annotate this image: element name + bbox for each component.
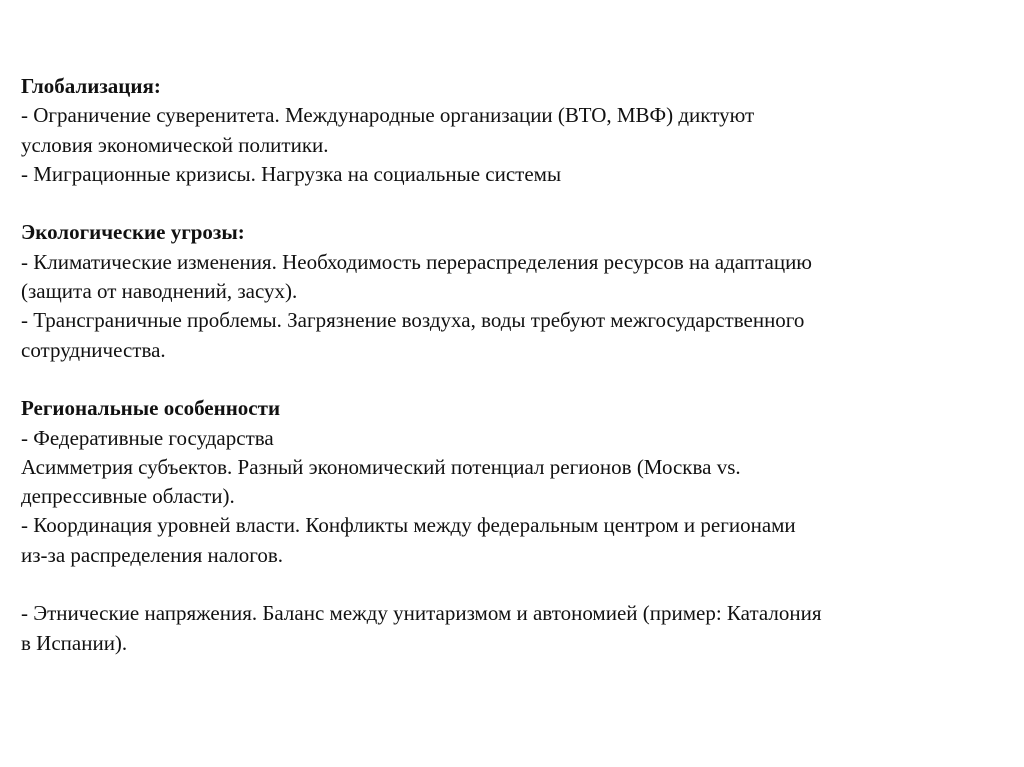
text-line: - Климатические изменения. Необходимость перераспределения ресурсов на адаптацию	[21, 249, 812, 274]
text-line: сотрудничества.	[21, 337, 166, 362]
text-line: - Координация уровней власти. Конфликты между федеральным центром и регионами	[21, 513, 796, 538]
text-line: из-за распределения налогов.	[21, 542, 283, 567]
section-ecological-threats	[21, 218, 1011, 364]
text-line: условия экономической политики.	[21, 132, 329, 157]
section-heading: Глобализация:	[21, 74, 161, 98]
section-heading: Региональные особенности	[21, 396, 281, 421]
blank-line	[21, 570, 1011, 599]
text-line: депрессивные области).	[21, 484, 235, 509]
text-line: (защита от наводнений, засух).	[21, 279, 298, 304]
text-line: - Этнические напряжения. Баланс между унитаризмом и автономией (пример: Каталония	[21, 601, 822, 626]
text-line: - Ограничение суверенитета. Международные организации (ВТО, МВФ) диктуют	[21, 103, 755, 128]
section-globalization	[21, 72, 1011, 189]
text-line: - Трансграничные проблемы. Загрязнение воздуха, воды требуют межгосударственного	[21, 308, 805, 333]
text-line: - Федеративные государства	[21, 425, 274, 450]
section-heading: Экологические угрозы:	[21, 220, 245, 245]
text-line: - Миграционные кризисы. Нагрузка на социальные системы	[21, 161, 562, 186]
slide-content	[21, 72, 1011, 658]
text-line: в Испании).	[21, 630, 128, 655]
section-regional-features	[21, 394, 1011, 658]
text-line: Асимметрия субъектов. Разный экономический потенциал регионов (Москва vs.	[21, 454, 741, 479]
